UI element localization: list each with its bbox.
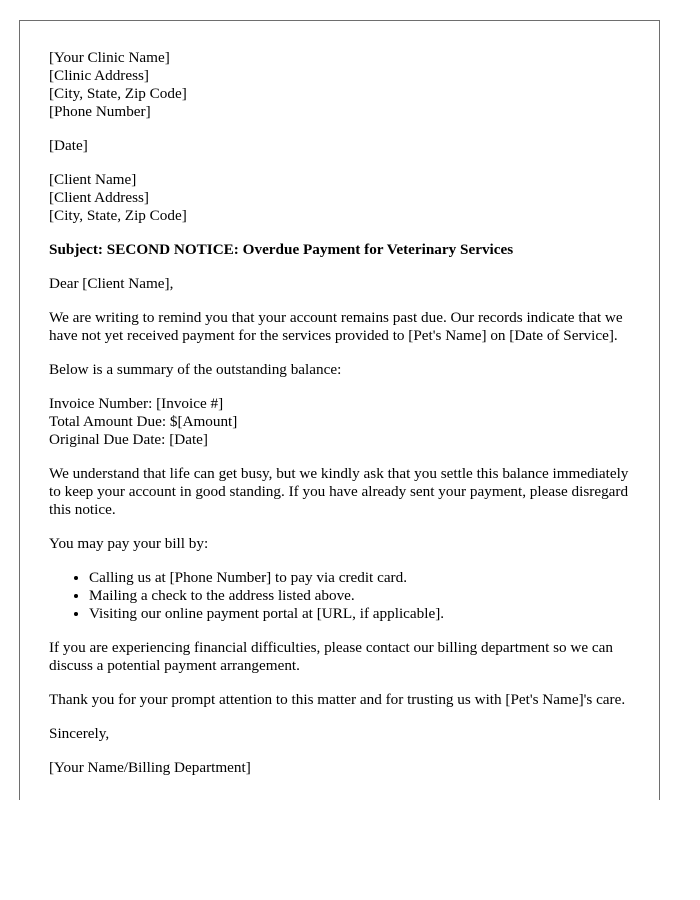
sender-address-block	[49, 49, 641, 121]
clinic-name: [Your Clinic Name]	[49, 49, 170, 66]
list-item: • Mailing a check to the address listed above.	[89, 587, 641, 605]
client-city-state-zip: [City, State, Zip Code]	[49, 207, 187, 224]
clinic-address: [Clinic Address]	[49, 67, 149, 84]
closing: Sincerely,	[49, 725, 110, 742]
summary-intro: Below is a summary of the outstanding balance:	[49, 361, 342, 378]
hardship-paragraph: If you are experiencing financial difficulties, please contact our billing department so we can discuss a potential payment arrangement.	[49, 639, 613, 674]
invoice-summary	[49, 395, 641, 449]
client-name: [Client Name]	[49, 171, 137, 188]
clinic-phone: [Phone Number]	[49, 103, 151, 120]
subject-line: Subject: SECOND NOTICE: Overdue Payment for Veterinary Services	[49, 241, 514, 258]
signature: [Your Name/Billing Department]	[49, 759, 251, 776]
letter-body	[49, 49, 641, 793]
list-item: • Calling us at [Phone Number] to pay via credit card.	[89, 569, 641, 587]
intro-paragraph: We are writing to remind you that your account remains past due. Our records indicate that we have not yet received payment for the services provided to [Pet's Name] on [Date of Service].	[49, 309, 623, 344]
salutation: Dear [Client Name],	[49, 275, 174, 292]
list-item: • Visiting our online payment portal at [URL, if applicable].	[89, 605, 641, 623]
payment-methods-list	[49, 569, 641, 623]
payment-intro: You may pay your bill by:	[49, 535, 209, 552]
client-address: [Client Address]	[49, 189, 149, 206]
invoice-amount: Total Amount Due: $[Amount]	[49, 413, 238, 430]
recipient-address-block	[49, 171, 641, 225]
invoice-number: Invoice Number: [Invoice #]	[49, 395, 224, 412]
clinic-city-state-zip: [City, State, Zip Code]	[49, 85, 187, 102]
letter-date	[49, 137, 641, 155]
invoice-due-date: Original Due Date: [Date]	[49, 431, 208, 448]
thanks-paragraph: Thank you for your prompt attention to this matter and for trusting us with [Pet's Name]'s care.	[49, 691, 626, 708]
date-text: [Date]	[49, 137, 88, 154]
request-paragraph: We understand that life can get busy, but we kindly ask that you settle this balance immediately to keep your account in good standing. If you have already sent your payment, please disregard this notice.	[49, 465, 629, 518]
letter-page	[19, 20, 660, 800]
